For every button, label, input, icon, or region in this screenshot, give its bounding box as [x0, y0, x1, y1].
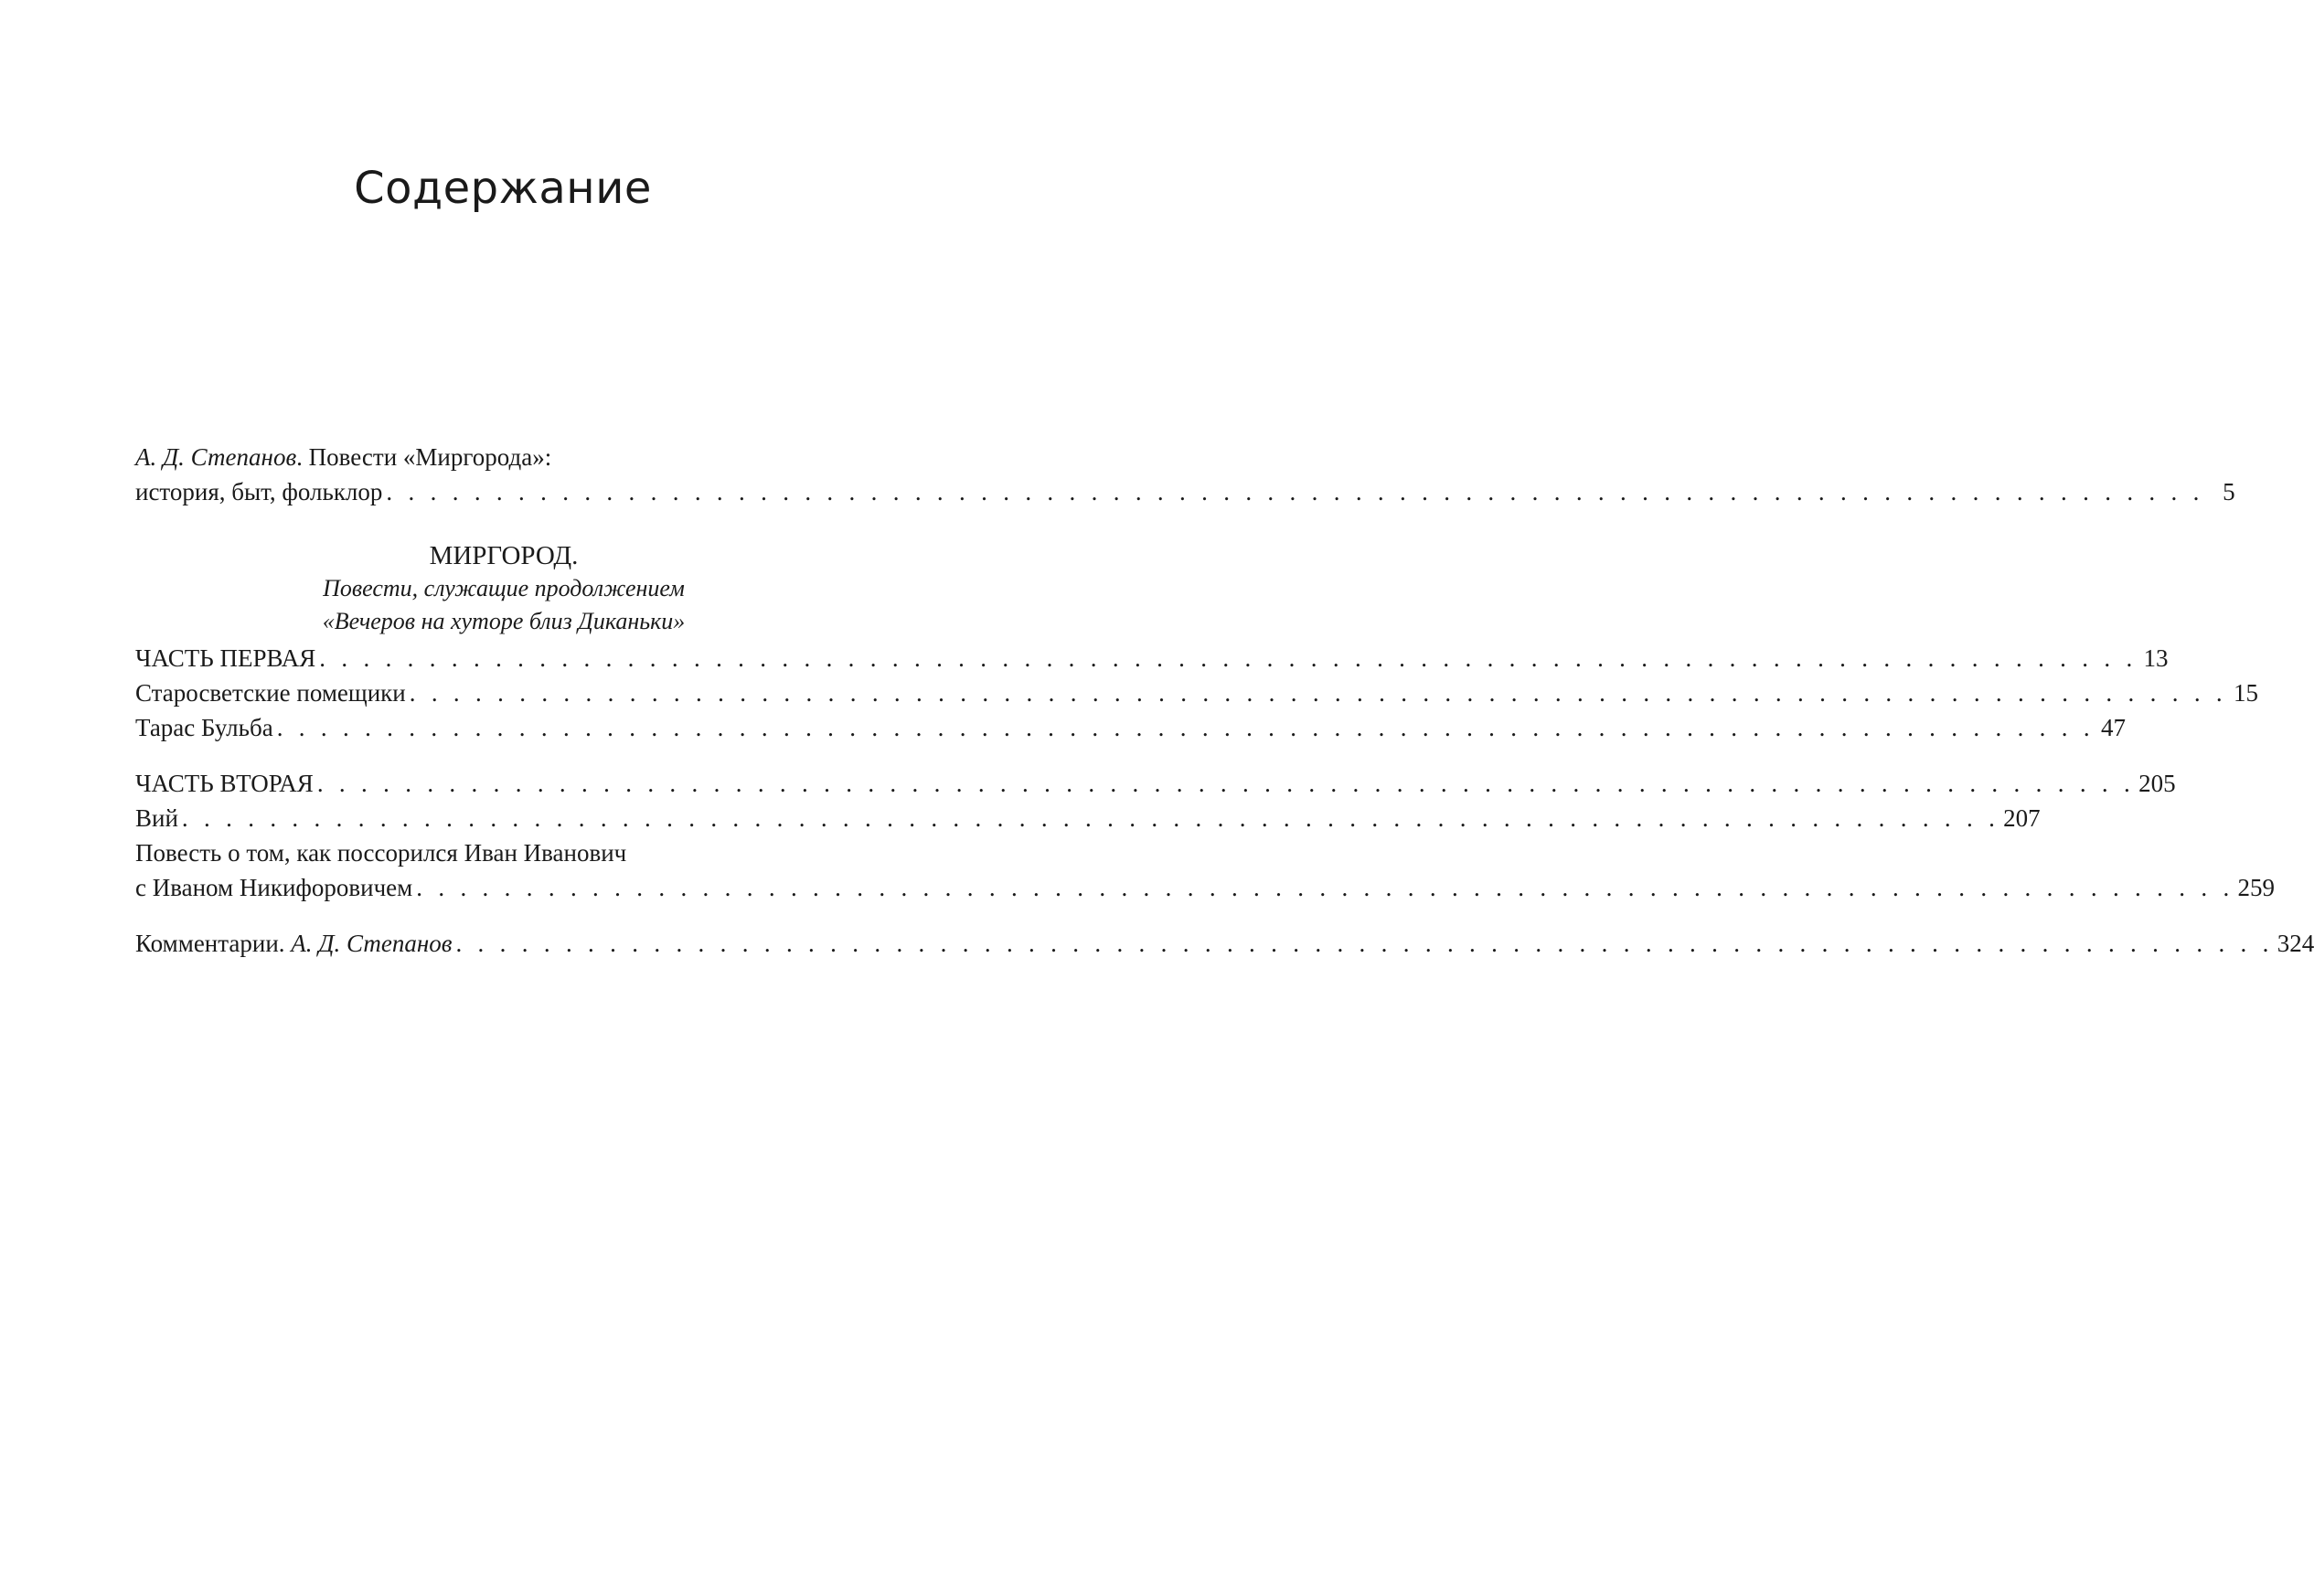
entry-title: с Иваном Никифоровичем [135, 874, 413, 901]
entry-title: Старосветские помещики [135, 679, 406, 707]
toc-entry-intro [135, 440, 2235, 509]
part-two-label: ЧАСТЬ ВТОРАЯ [135, 770, 314, 797]
dot-leader: . . . . . . . . . . . . . . . . . . . . . . . . . . . . . . . . . . . . . . . . . . . . . . . . . . . . . . . . . . . . . . . . . . . . . . . . . . . . . . . . . . . [319, 644, 2138, 672]
page-number: 13 [2143, 644, 2169, 672]
page-number: 5 [2223, 478, 2235, 505]
toc-part-two [135, 766, 2275, 905]
toc-part-one [135, 641, 2258, 745]
page-title: Содержание [354, 163, 652, 214]
comments-author: А. Д. Степанов [291, 930, 453, 957]
toc-entry-povest-line1: Повесть о том, как поссорился Иван Иванович [135, 839, 627, 867]
toc-entry-comments [135, 926, 2314, 961]
comments-label: Комментарии. [135, 930, 292, 957]
page-number: 205 [2138, 770, 2176, 797]
toc-entry-povest-line2 [135, 870, 2275, 905]
dot-leader: . . . . . . . . . . . . . . . . . . . . . . . . . . . . . . . . . . . . . . . . . . . . . . . . . . . . . . . . . . . . . . . . . . . . . . . . . . . . . . . . . . . [316, 770, 2136, 797]
intro-title-line1: . Повести «Миргорода»: [296, 443, 552, 471]
part-one-label: ЧАСТЬ ПЕРВАЯ [135, 644, 316, 672]
toc-entry-viy [135, 801, 2041, 835]
toc-entry-taras-bulba [135, 710, 2126, 745]
section-subtitle-line1: Повести, служащие продолжением [323, 575, 685, 601]
page-number: 15 [2233, 679, 2258, 707]
dot-leader: . . . . . . . . . . . . . . . . . . . . . . . . . . . . . . . . . . . . . . . . . . . . . . . . . . . . . . . . . . . . . . . . . . . . . . . . . . . . . . . . . . . [416, 874, 2234, 901]
entry-title: Вий [135, 804, 178, 832]
toc-entry-part-two [135, 766, 2176, 801]
intro-author: А. Д. Степанов [135, 443, 297, 471]
entry-title: Тарас Бульба [135, 714, 273, 741]
intro-title-line2: история, быт, фольклор [135, 478, 383, 505]
toc-comments [135, 926, 2314, 961]
section-heading [135, 539, 872, 638]
toc-entry-intro-line2 [135, 474, 2235, 509]
comments-label-wrap [135, 926, 452, 961]
dot-leader: . . . . . . . . . . . . . . . . . . . . . . . . . . . . . . . . . . . . . . . . . . . . . . . . . . . . . . . . . . . . . . . . . . . . . . . . . . . . . . . . . . . [276, 714, 2095, 741]
section-subtitle-line2: «Вечеров на хуторе близ Диканьки» [322, 608, 686, 634]
toc-entry-starosvetskie [135, 676, 2258, 710]
section-title: МИРГОРОД. [429, 541, 579, 570]
dot-leader: . . . . . . . . . . . . . . . . . . . . . . . . . . . . . . . . . . . . . . . . . . . . . . . . . . . . . . . . . . . . . . . . . . . . . . . . . . . . . . . . . . . [181, 804, 2000, 832]
dot-leader: . . . . . . . . . . . . . . . . . . . . . . . . . . . . . . . . . . . . . . . . . . . . . . . . . . . . . . . . . . . . . . . . . . . . . . . . . . . . . . . . . . . [455, 930, 2274, 957]
page-number: 47 [2100, 714, 2126, 741]
page-number: 259 [2237, 874, 2275, 901]
toc-entry-part-one [135, 641, 2169, 676]
page-number: 207 [2003, 804, 2041, 832]
toc-entry-intro-line1 [135, 440, 872, 474]
dot-leader: . . . . . . . . . . . . . . . . . . . . . . . . . . . . . . . . . . . . . . . . . . . . . . . . . . . . . . . . . . . . . . . . . . . . . . . . . . . . . . . . . . . [409, 679, 2227, 707]
page-number: 324 [2277, 930, 2314, 957]
dot-leader: . . . . . . . . . . . . . . . . . . . . . . . . . . . . . . . . . . . . . . . . . . . . . . . . . . . . . . . . . . . . . . . . . . . . . . . . . . . . . . . . . . . [386, 478, 2204, 505]
